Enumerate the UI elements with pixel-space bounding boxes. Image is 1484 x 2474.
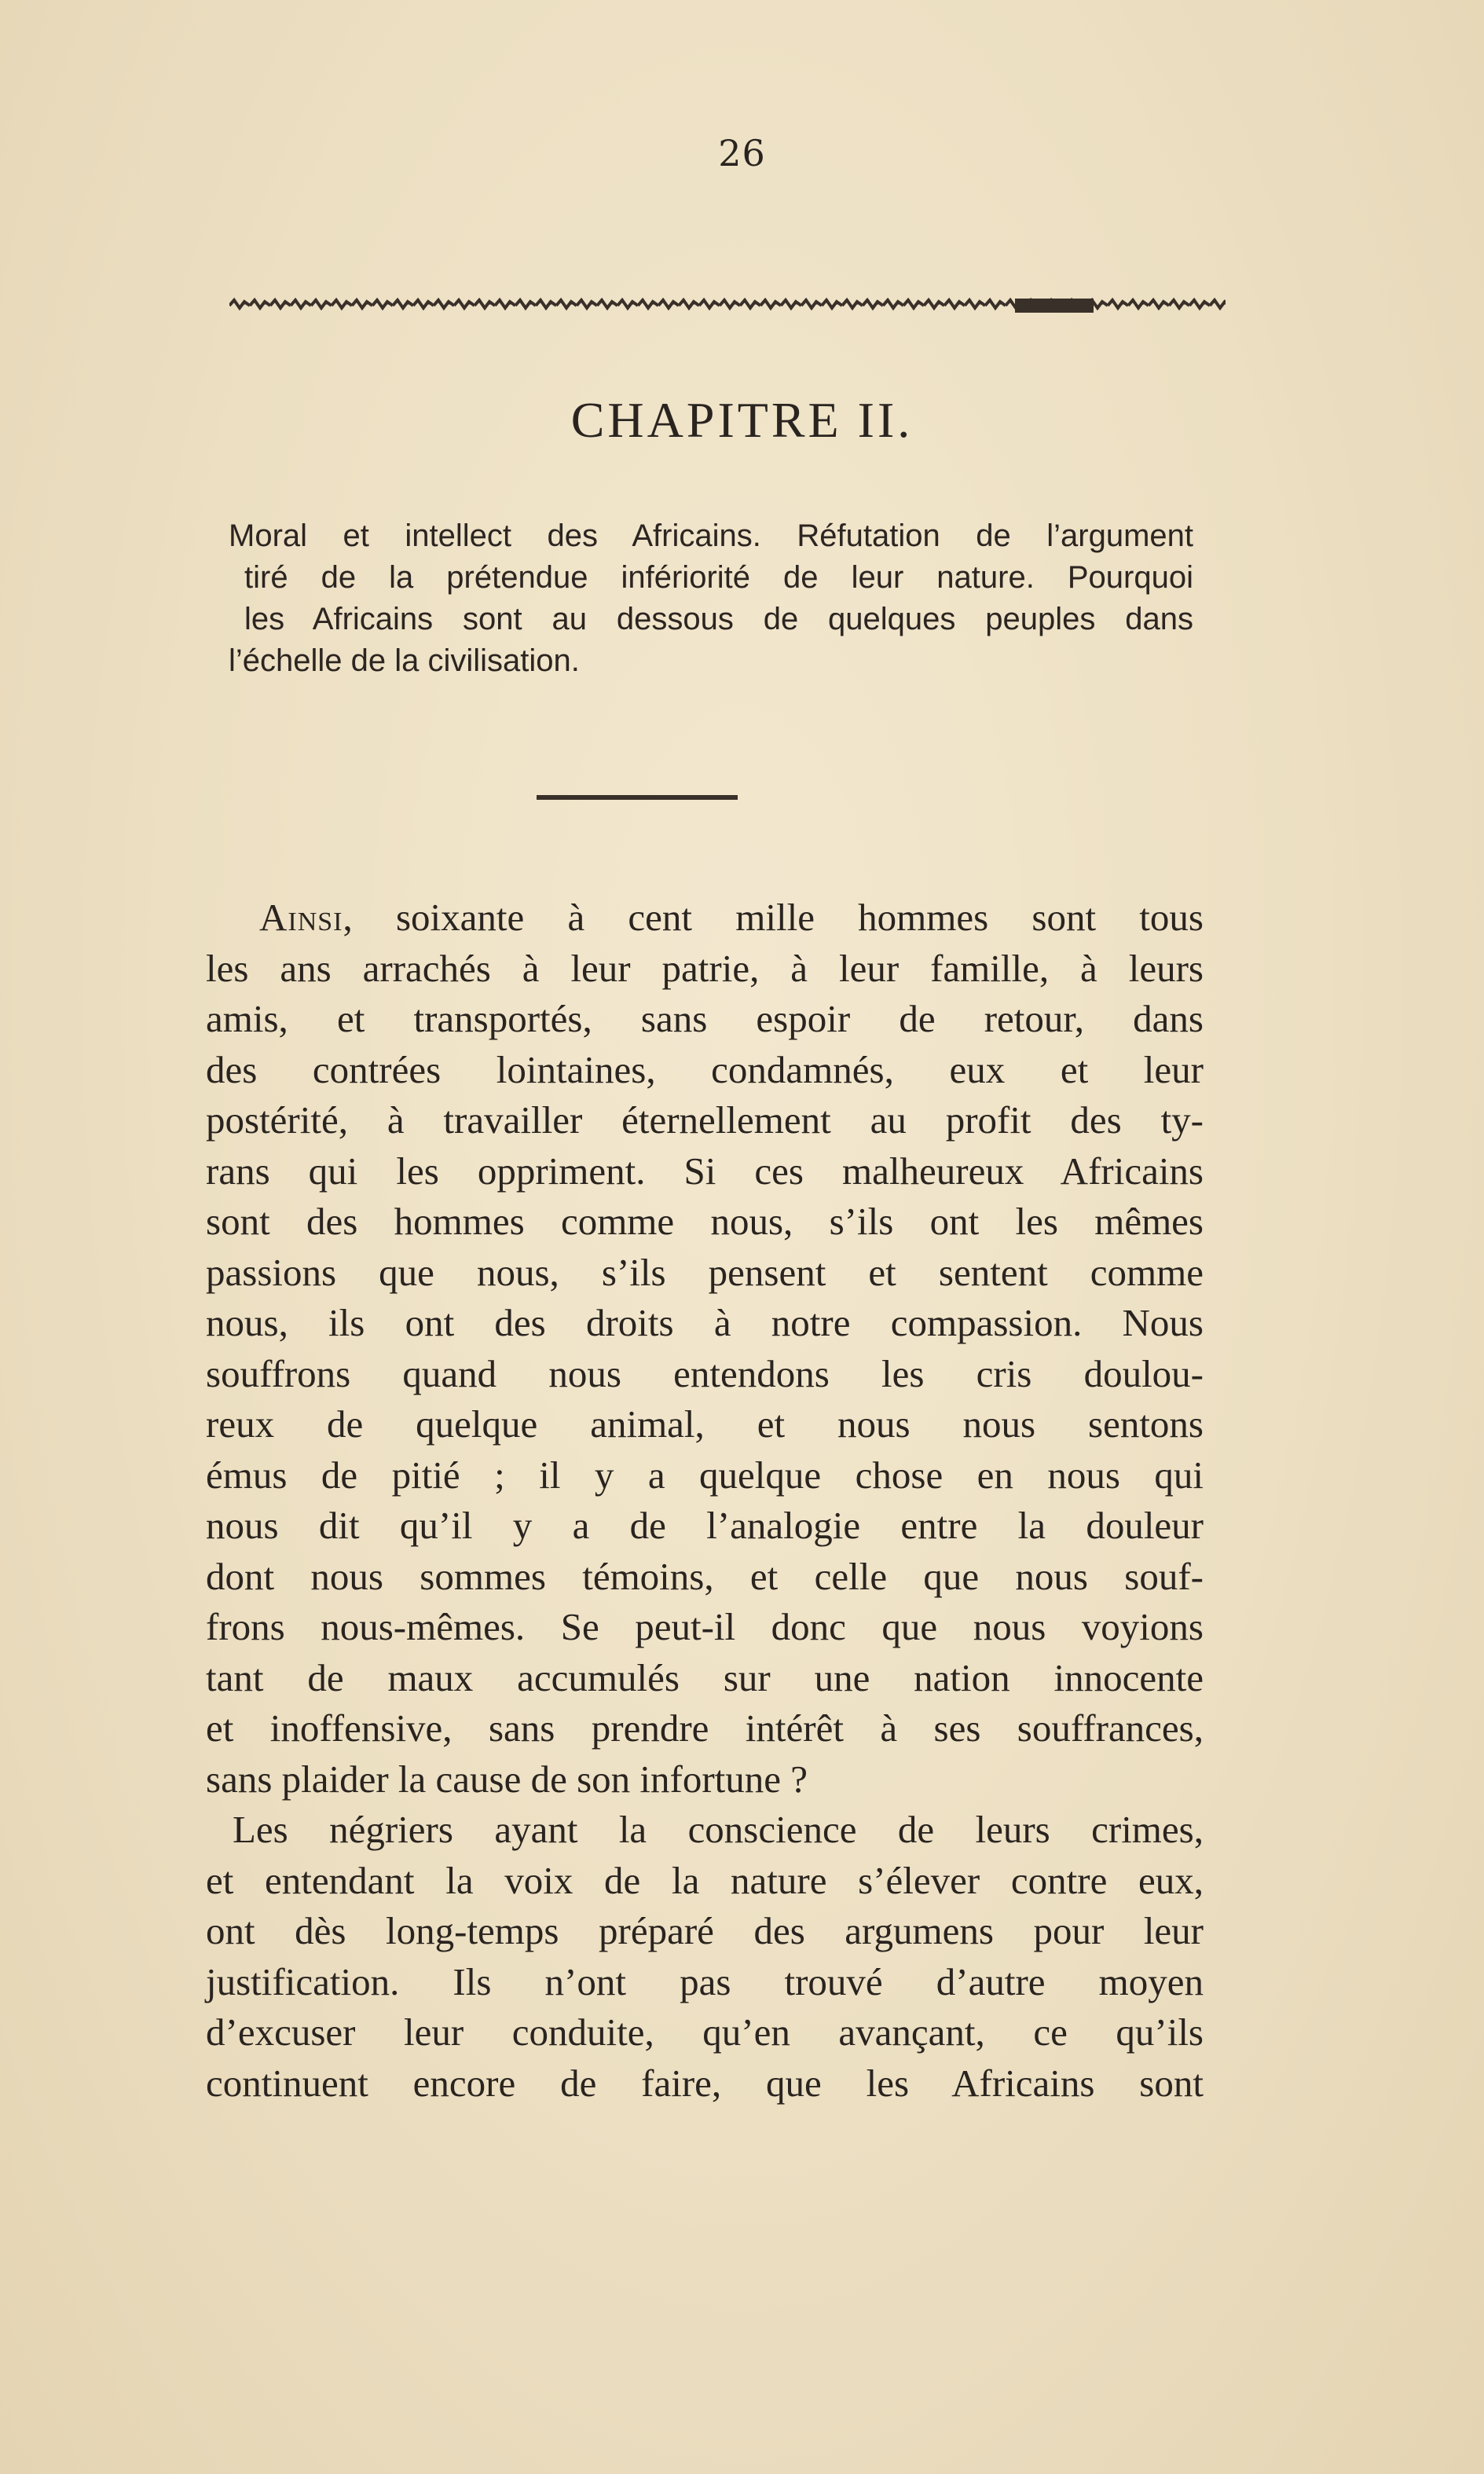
ornamental-border: [229, 297, 1226, 314]
paragraph-line: dont nous sommes témoins, et celle que nous souf-: [206, 1554, 1204, 1598]
chapter-title: CHAPITRE II.: [570, 392, 914, 448]
paragraph-line: justification. Ils n’ont pas trouvé d’autre moyen: [206, 1959, 1204, 2003]
paragraph-line: nous, ils ont des droits à notre compassion. Nous: [206, 1301, 1204, 1344]
paragraph-line: et inoffensive, sans prendre intérêt à ses souffrances,: [206, 1706, 1204, 1750]
section-divider: [537, 795, 738, 800]
summary-line: les Africains sont au dessous de quelques peuples dans: [244, 602, 1193, 636]
paragraph-line: postérité, à travailler éternellement au profit des ty-: [206, 1098, 1204, 1142]
paragraph-line: émus de pitié ; il y a quelque chose en nous qui: [206, 1453, 1204, 1497]
paragraph-line: et entendant la voix de la nature s’élever contre eux,: [206, 1858, 1204, 1902]
paragraph-line: les ans arrachés à leur patrie, à leur famille, à leurs: [206, 946, 1204, 990]
summary-line: Moral et intellect des Africains. Réfutation de l’argument: [229, 519, 1193, 553]
paragraph-line: d’excuser leur conduite, qu’en avançant, ce qu’ils: [206, 2010, 1204, 2054]
paragraph-line: sans plaider la cause de son infortune ?: [206, 1757, 808, 1801]
page-number: 26: [718, 132, 766, 174]
paragraph-line: souffrons quand nous entendons les cris doulou-: [206, 1351, 1204, 1395]
paragraph-line: ont dès long-temps préparé des argumens pour leur: [206, 1909, 1204, 1952]
paragraph-line: sont des hommes comme nous, s’ils ont les mêmes: [206, 1200, 1204, 1243]
summary-line: l’échelle de la civilisation.: [229, 643, 580, 678]
paragraph-1-line-1: [206, 892, 1204, 944]
paragraph-2-line-1: Les négriers ayant la conscience de leurs crimes,: [233, 1808, 1204, 1851]
body-text: [206, 892, 1204, 2109]
paragraph-line: nous dit qu’il y a de l’analogie entre la douleur: [206, 1504, 1204, 1547]
paragraph-line: rans qui les oppriment. Si ces malheureux Africains: [206, 1149, 1204, 1193]
paragraph-line-text: , soixante à cent mille hommes sont tous: [343, 896, 1204, 939]
paragraph-line: frons nous-mêmes. Se peut-il donc que nous voyions: [206, 1605, 1204, 1648]
opening-word: Ainsi: [259, 896, 343, 939]
paragraph-line: des contrées lointaines, condamnés, eux et leur: [206, 1047, 1204, 1091]
paragraph-line: tant de maux accumulés sur une nation innocente: [206, 1655, 1204, 1699]
summary-line: tiré de la prétendue infériorité de leur nature. Pourquoi: [244, 560, 1193, 595]
paragraph-line: amis, et transportés, sans espoir de retour, dans: [206, 997, 1204, 1040]
chapter-summary: [229, 515, 1193, 682]
paragraph-line: passions que nous, s’ils pensent et sentent comme: [206, 1250, 1204, 1294]
paragraph-line: reux de quelque animal, et nous nous sentons: [206, 1402, 1204, 1446]
paragraph-line: continuent encore de faire, que les Africains sont: [206, 2061, 1204, 2105]
